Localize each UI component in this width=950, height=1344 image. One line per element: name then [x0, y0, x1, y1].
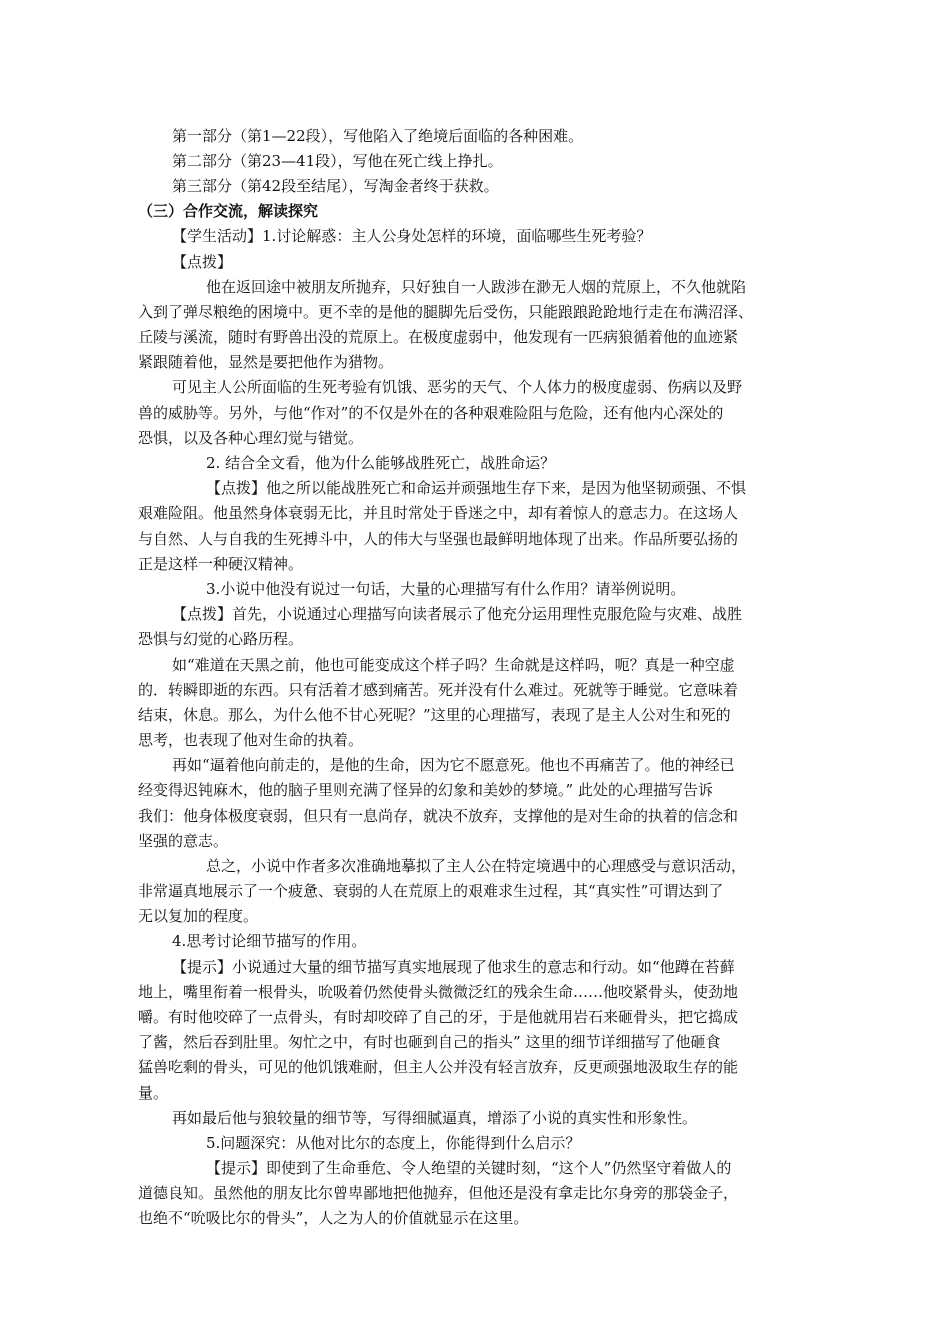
text-line: 再如“逼着他向前走的，是他的生命，因为它不愿意死。他也不再痛苦了。他的神经已 — [172, 756, 735, 774]
text-line: 的．转瞬即逝的东西。只有活着才感到痛苦。死并没有什么难过。死就等于睡觉。它意味着 — [138, 681, 739, 699]
text-line: 恐惧与幻觉的心路历程。 — [138, 630, 304, 648]
text-line: 5.问题深究：从他对比尔的态度上，你能得到什么启示？ — [206, 1134, 581, 1152]
text-line: 他在返回途中被朋友所抛弃，只好独自一人跋涉在渺无人烟的荒原上，不久他就陷 — [206, 278, 747, 296]
text-line: 了酱，然后吞到肚里。匆忙之中，有时也砸到自己的指头” 这里的细节详细描写了他砸食 — [138, 1033, 721, 1051]
text-line: 非常逼真地展示了一个疲惫、衰弱的人在荒原上的艰难求生过程，其“真实性”可谓达到了 — [138, 882, 724, 900]
text-line: 【点拨】 — [172, 253, 233, 271]
text-line: 嚼。有时他咬碎了一点骨头，有时却咬碎了自己的牙，于是他就用岩石来砸骨头，把它捣成 — [138, 1008, 739, 1026]
text-line: 经变得迟钝麻木，他的脑子里则充满了怪异的幻象和美妙的梦境。” 此处的心理描写告诉 — [138, 781, 713, 799]
text-line: 艰难险阻。他虽然身体衰弱无比，并且时常处于昏迷之中，却有着惊人的意志力。在这场人 — [138, 504, 739, 522]
text-line: 地上，嘴里衔着一根骨头，吮吸着仍然使骨头微微泛红的残余生命……他咬紧骨头，使劲地 — [138, 983, 739, 1001]
text-line: 4.思考讨论细节描写的作用。 — [172, 932, 367, 950]
text-line: 【提示】小说通过大量的细节描写真实地展现了他求生的意志和行动。如“他蹲在苔藓 — [172, 958, 735, 976]
text-line: 恐惧，以及各种心理幻觉与错觉。 — [138, 429, 364, 447]
section-heading: （三）合作交流，解读探究 — [138, 202, 319, 220]
text-line: 【学生活动】1.讨论解惑：主人公身处怎样的环境，面临哪些生死考验？ — [172, 227, 652, 245]
text-line: 量。 — [138, 1084, 169, 1102]
text-line: 第二部分（第23—41段），写他在死亡线上挣扎。 — [172, 152, 503, 170]
text-line: 2. 结合全文看，他为什么能够战胜死亡，战胜命运？ — [206, 454, 556, 472]
text-line: 【提示】即使到了生命垂危、令人绝望的关键时刻，“这个人”仍然坚守着做人的 — [206, 1159, 732, 1177]
text-line: 可见主人公所面临的生死考验有饥饿、恶劣的天气、个人体力的极度虚弱、伤病以及野 — [172, 378, 743, 396]
text-line: 总之，小说中作者多次准确地摹拟了主人公在特定境遇中的心理感受与意识活动， — [206, 857, 747, 875]
text-line: 【点拨】他之所以能战胜死亡和命运并顽强地生存下来，是因为他坚韧顽强、不惧 — [206, 479, 747, 497]
text-line: 道德良知。虽然他的朋友比尔曾卑鄙地把他抛弃，但他还是没有拿走比尔身旁的那袋金子， — [138, 1184, 739, 1202]
text-line: 正是这样一种硬汉精神。 — [138, 555, 304, 573]
text-line: 兽的威胁等。另外，与他“作对”的不仅是外在的各种艰难险阻与危险，还有他内心深处的 — [138, 404, 724, 422]
text-line: 坚强的意志。 — [138, 832, 229, 850]
text-line: 我们：他身体极度衰弱，但只有一息尚存，就决不放弃，支撑他的是对生命的执着的信念和 — [138, 807, 739, 825]
text-line: 丘陵与溪流，随时有野兽出没的荒原上。在极度虚弱中，他发现有一匹病狼循着他的血迹紧 — [138, 328, 739, 346]
text-line: 入到了弹尽粮绝的困境中。更不幸的是他的腿脚先后受伤，只能踉踉跄跄地行走在布满沼泽、 — [138, 303, 754, 321]
text-line: 再如最后他与狼较量的细节等，写得细腻逼真，增添了小说的真实性和形象性。 — [172, 1109, 698, 1127]
text-line: 思考，也表现了他对生命的执着。 — [138, 731, 364, 749]
text-line: 紧跟随着他，显然是要把他作为猎物。 — [138, 353, 394, 371]
text-line: 3.小说中他没有说过一句话，大量的心理描写有什么作用？请举例说明。 — [206, 580, 686, 598]
text-line: 第三部分（第42段至结尾），写淘金者终于获救。 — [172, 177, 499, 195]
text-line: 猛兽吃剩的骨头，可见的他饥饿难耐，但主人公并没有轻言放弃，反更顽强地汲取生存的能 — [138, 1058, 739, 1076]
text-line: 结束，休息。那么，为什么他不甘心死呢？”这里的心理描写，表现了是主人公对生和死的 — [138, 706, 731, 724]
text-line: 【点拨】首先，小说通过心理描写向读者展示了他充分运用理性克服危险与灾难、战胜 — [172, 605, 743, 623]
text-line: 第一部分（第1—22段），写他陷入了绝境后面临的各种困难。 — [172, 127, 584, 145]
text-line: 无以复加的程度。 — [138, 907, 259, 925]
text-line: 与自然、人与自我的生死搏斗中，人的伟大与坚强也最鲜明地体现了出来。作品所要弘扬的 — [138, 530, 739, 548]
text-line: 也绝不“吮吸比尔的骨头”，人之为人的价值就显示在这里。 — [138, 1209, 529, 1227]
text-line: 如“难道在天黑之前，他也可能变成这个样子吗？生命就是这样吗，呃？真是一种空虚 — [172, 656, 735, 674]
